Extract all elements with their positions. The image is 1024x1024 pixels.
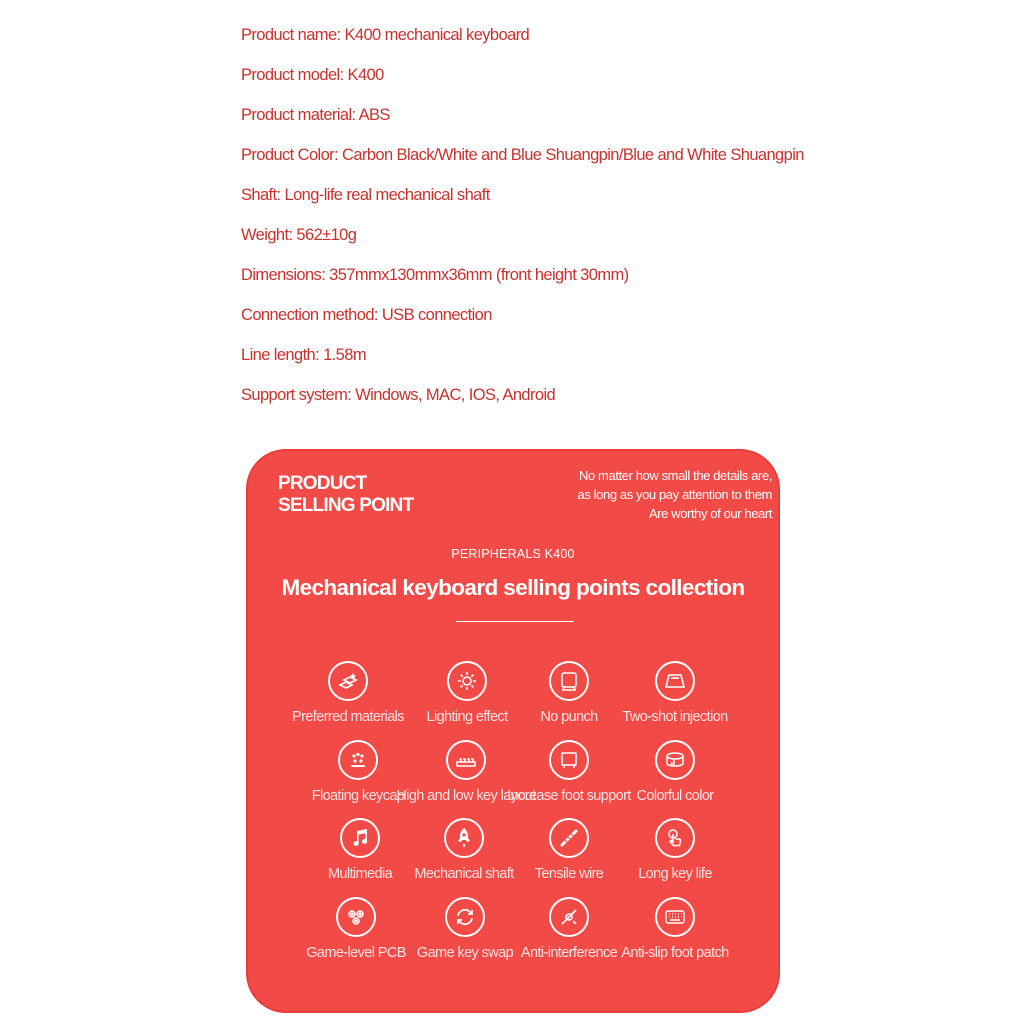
color-disc-icon <box>655 740 695 780</box>
slogan-line-1: No matter how small the details are, <box>579 468 772 483</box>
feature-label: Long key life <box>638 866 712 882</box>
feature-label: Game key swap <box>416 945 514 961</box>
feature-colorful-color <box>605 740 745 804</box>
spec-product-color: Product Color: Carbon Black/White and Blue Shuangpin/Blue and White Shuangpin <box>241 146 804 164</box>
finger-tap-icon <box>655 818 695 858</box>
material-bars-icon <box>328 661 368 701</box>
foot-support-icon <box>549 740 589 780</box>
swap-arrows-icon <box>445 897 485 937</box>
keycap-trapezoid-icon <box>655 661 695 701</box>
feature-label: Anti-slip foot patch <box>621 945 729 961</box>
spec-line-length: Line length: 1.58m <box>241 346 366 364</box>
feature-label: Colorful color <box>636 788 714 804</box>
slogan-line-2: as long as you pay attention to them <box>577 487 772 502</box>
feature-label: Game-level PCB <box>306 945 406 961</box>
card-headline: Mechanical keyboard selling points collection <box>281 575 745 600</box>
feature-label: Preferred materials <box>292 709 404 725</box>
badge-line-1: PRODUCT <box>278 473 367 494</box>
feature-anti-slip-foot-patch <box>605 897 745 961</box>
feature-label: Mechanical shaft <box>414 866 514 882</box>
badge-line-2: SELLING POINT <box>278 495 414 516</box>
feature-grid <box>248 451 780 1013</box>
card-subtitle: PERIPHERALS K400 <box>451 547 575 561</box>
music-note-icon <box>340 818 380 858</box>
spec-support-system: Support system: Windows, MAC, IOS, Android <box>241 386 556 404</box>
spec-product-model: Product model: K400 <box>241 66 384 84</box>
spec-product-name: Product name: K400 mechanical keyboard <box>241 26 530 44</box>
feature-label: High and low key layout <box>396 788 536 804</box>
pcb-gears-icon <box>336 897 376 937</box>
spec-dimensions: Dimensions: 357mmx130mmx36mm (front height 30mm) <box>241 266 629 284</box>
spec-shaft: Shaft: Long-life real mechanical shaft <box>241 186 490 204</box>
key-layout-icon <box>446 740 486 780</box>
feature-label: Increase foot support <box>507 788 631 804</box>
selling-point-card <box>246 449 780 1013</box>
rocket-icon <box>444 818 484 858</box>
floating-keycap-icon <box>338 740 378 780</box>
slogan-line-3: Are worthy of our heart <box>648 506 772 521</box>
feature-two-shot-injection <box>605 661 745 725</box>
feature-label: Floating keycap <box>311 788 405 804</box>
braided-cable-icon <box>549 818 589 858</box>
keycap-icon <box>549 661 589 701</box>
feature-label: Tensile wire <box>534 866 604 882</box>
spec-weight: Weight: 562±10g <box>241 226 357 244</box>
feature-long-key-life <box>605 818 745 882</box>
keyboard-grid-icon <box>655 897 695 937</box>
feature-label: Two-shot injection <box>622 709 728 725</box>
spec-list <box>241 22 804 422</box>
feature-label: Anti-interference <box>520 945 618 961</box>
spec-product-material: Product material: ABS <box>241 106 390 124</box>
feature-label: No punch <box>540 709 598 725</box>
light-icon <box>447 661 487 701</box>
feature-label: Lighting effect <box>426 709 508 725</box>
feature-label: Multimedia <box>327 866 393 882</box>
cable-shield-icon <box>549 897 589 937</box>
spec-connection: Connection method: USB connection <box>241 306 492 324</box>
